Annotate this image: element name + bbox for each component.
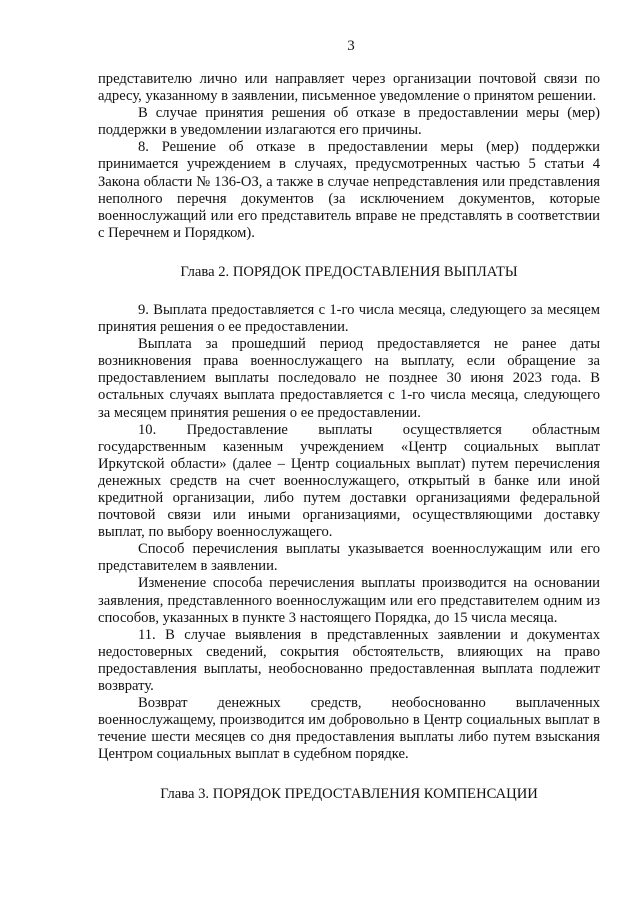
paragraph-ch2-1: 9. Выплата предоставляется с 1-го числа месяца, следующего за месяцем принятия решения о ее предоставлении. xyxy=(98,301,600,336)
paragraph-ch2-4: Способ перечисления выплаты указывается военнослужащим или его представителем в заявлении. xyxy=(98,541,600,575)
paragraph-top-2: В случае принятия решения об отказе в предоставлении меры (мер) поддержки в уведомлении излагаются его причины. xyxy=(98,105,600,139)
paragraph-top-1: представителю лично или направляет через организации почтовой связи по адресу, указанному в заявлении, письменное уведомление о принятом решении. xyxy=(98,71,600,105)
paragraph-ch2-2: Выплата за прошедший период предоставляется не ранее даты возникновения права военнослужащего на выплату, если обращение за предоставлением выплаты последовало не позднее 30 июня 2023 года. В остальных случаях выплата предоставляется с 1-го числа месяца, следующего за месяцем принятия решения о ее предоставлении. xyxy=(98,336,600,421)
chapter-2-heading: Глава 2. ПОРЯДОК ПРЕДОСТАВЛЕНИЯ ВЫПЛАТЫ xyxy=(180,263,518,280)
page-number: 3 xyxy=(347,38,355,54)
paragraph-ch2-7: Возврат денежных средств, необоснованно выплаченных военнослужащему, производится им добровольно в Центр социальных выплат в течение шести месяцев со дня предоставления выплаты либо путем взыскания Центром социальных выплат в судебном порядке. xyxy=(98,695,600,763)
paragraph-ch2-6: 11. В случае выявления в представленных заявлении и документах недостоверных сведений, сокрытия обстоятельств, влияющих на право предоставления выплаты, необоснованно предоставленная выплата подлежит возврату. xyxy=(98,626,600,694)
chapter-3-heading: Глава 3. ПОРЯДОК ПРЕДОСТАВЛЕНИЯ КОМПЕНСАЦИИ xyxy=(160,786,538,803)
paragraph-ch2-3: 10. Предоставление выплаты осуществляется областным государственным казенным учреждением «Центр социальных выплат Иркутской области» (далее – Центр социальных выплат) путем перечисления денежных средств на счет военнослужащего, открытый в банке или иной кредитной организации, либо путем доставки организациями федеральной почтовой связи или иными организациями, осуществляющими доставку выплат, по выбору военнослужащего. xyxy=(98,421,600,541)
paragraph-ch2-5: Изменение способа перечисления выплаты производится на основании заявления, представленного военнослужащим или его представителем одним из способов, указанных в пункте 3 настоящего Порядка, до 15 числа месяца. xyxy=(98,575,600,626)
paragraph-top-3: 8. Решение об отказе в предоставлении меры (мер) поддержки принимается учреждением в случаях, предусмотренных частью 5 статьи 4 Закона области № 136-ОЗ, а также в случае непредставления или представления неполного перечня документов (за исключением документов, которые военнослужащий или его представитель вправе не представлять в соответствии с Перечнем и Порядком). xyxy=(98,139,600,241)
